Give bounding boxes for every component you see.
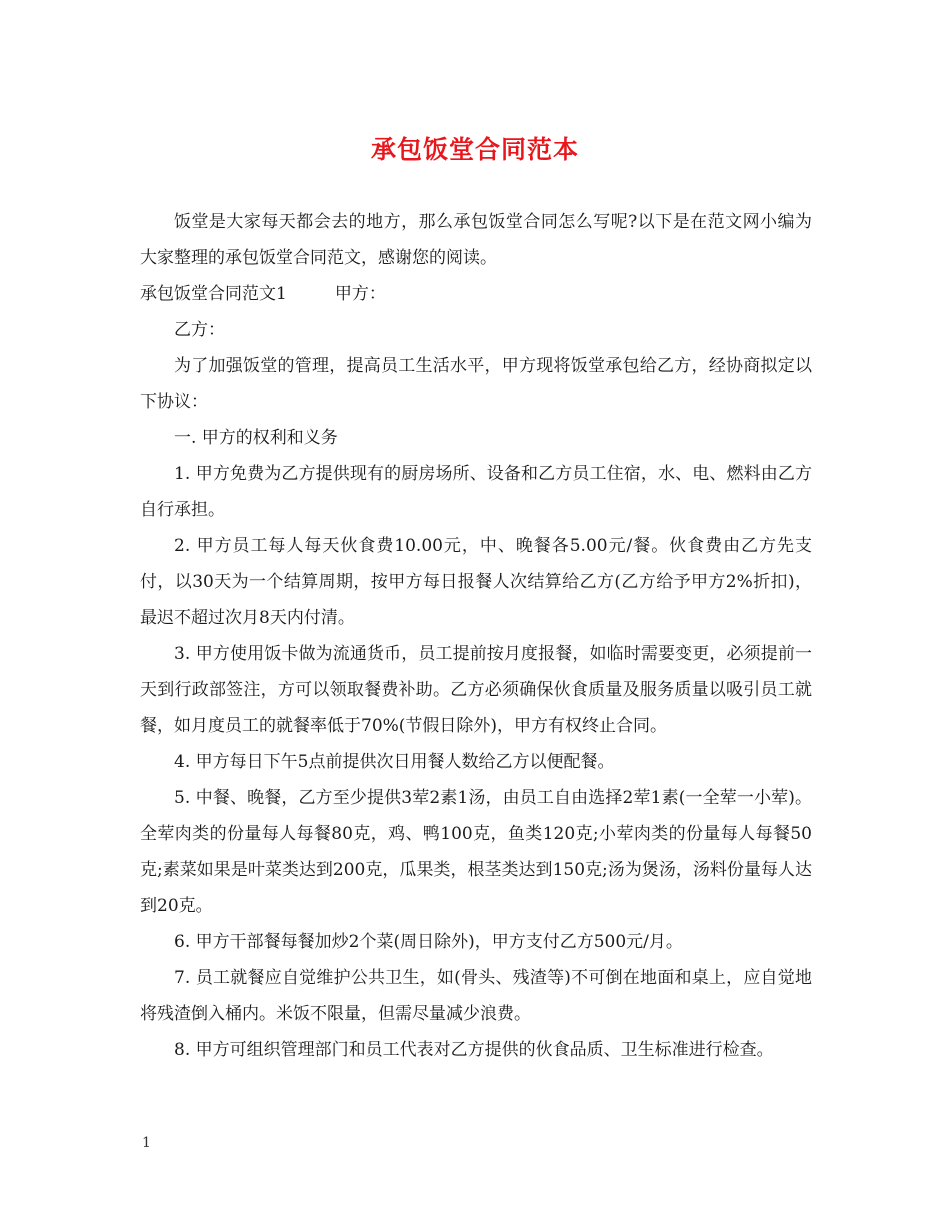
document-title: 承包饭堂合同范本 (370, 135, 579, 164)
clause-1: 1. 甲方免费为乙方提供现有的厨房场所、设备和乙方员工住宿，水、电、燃料由乙方自行承担。 (140, 464, 812, 520)
section-heading: 一. 甲方的权利和义务 (174, 428, 338, 448)
clause-4: 4. 甲方每日下午5点前提供次日用餐人数给乙方以便配餐。 (174, 752, 615, 772)
clause-2: 2. 甲方员工每人每天伙食费10.00元，中、晚餐各5.00元/餐。伙食费由乙方先支付，以30天为一个结算周期，按甲方每日报餐人次结算给乙方(乙方给予甲方2%折扣)，最迟不超过次月8天内付清。 (140, 536, 812, 628)
contract-heading-line (140, 276, 812, 312)
party-a-label: 甲方： (334, 284, 386, 304)
document-body (140, 204, 812, 1068)
preamble-paragraph: 为了加强饭堂的管理，提高员工生活水平，甲方现将饭堂承包给乙方，经协商拟定以下协议： (140, 356, 812, 412)
page-number: 1 (142, 1135, 151, 1151)
contract-sample-title: 承包饭堂合同范文1 (140, 284, 287, 304)
intro-paragraph: 饭堂是大家每天都会去的地方，那么承包饭堂合同怎么写呢?以下是在范文网小编为大家整理的承包饭堂合同范文，感谢您的阅读。 (140, 212, 812, 268)
clause-3: 3. 甲方使用饭卡做为流通货币，员工提前按月度报餐，如临时需要变更，必须提前一天到行政部签注，方可以领取餐费补助。乙方必须确保伙食质量及服务质量以吸引员工就餐，如月度员工的就餐率低于70%(节假日除外)，甲方有权终止合同。 (140, 644, 812, 736)
party-b-label: 乙方： (174, 320, 225, 340)
clause-8: 8. 甲方可组织管理部门和员工代表对乙方提供的伙食品质、卫生标准进行检查。 (174, 1040, 774, 1060)
clause-7: 7. 员工就餐应自觉维护公共卫生，如(骨头、残渣等)不可倒在地面和桌上，应自觉地将残渣倒入桶内。米饭不限量，但需尽量减少浪费。 (140, 968, 812, 1024)
clause-6: 6. 甲方干部餐每餐加炒2个菜(周日除外)，甲方支付乙方500元/月。 (174, 932, 683, 952)
clause-5: 5. 中餐、晚餐，乙方至少提供3荤2素1汤，由员工自由选择2荤1素(一全荤一小荤)。全荤肉类的份量每人每餐80克，鸡、鸭100克，鱼类120克;小荤肉类的份量每人每餐50克;素菜如果是叶菜类达到200克，瓜果类，根茎类达到150克;汤为煲汤，汤料份量每人达到20克。 (140, 788, 812, 916)
